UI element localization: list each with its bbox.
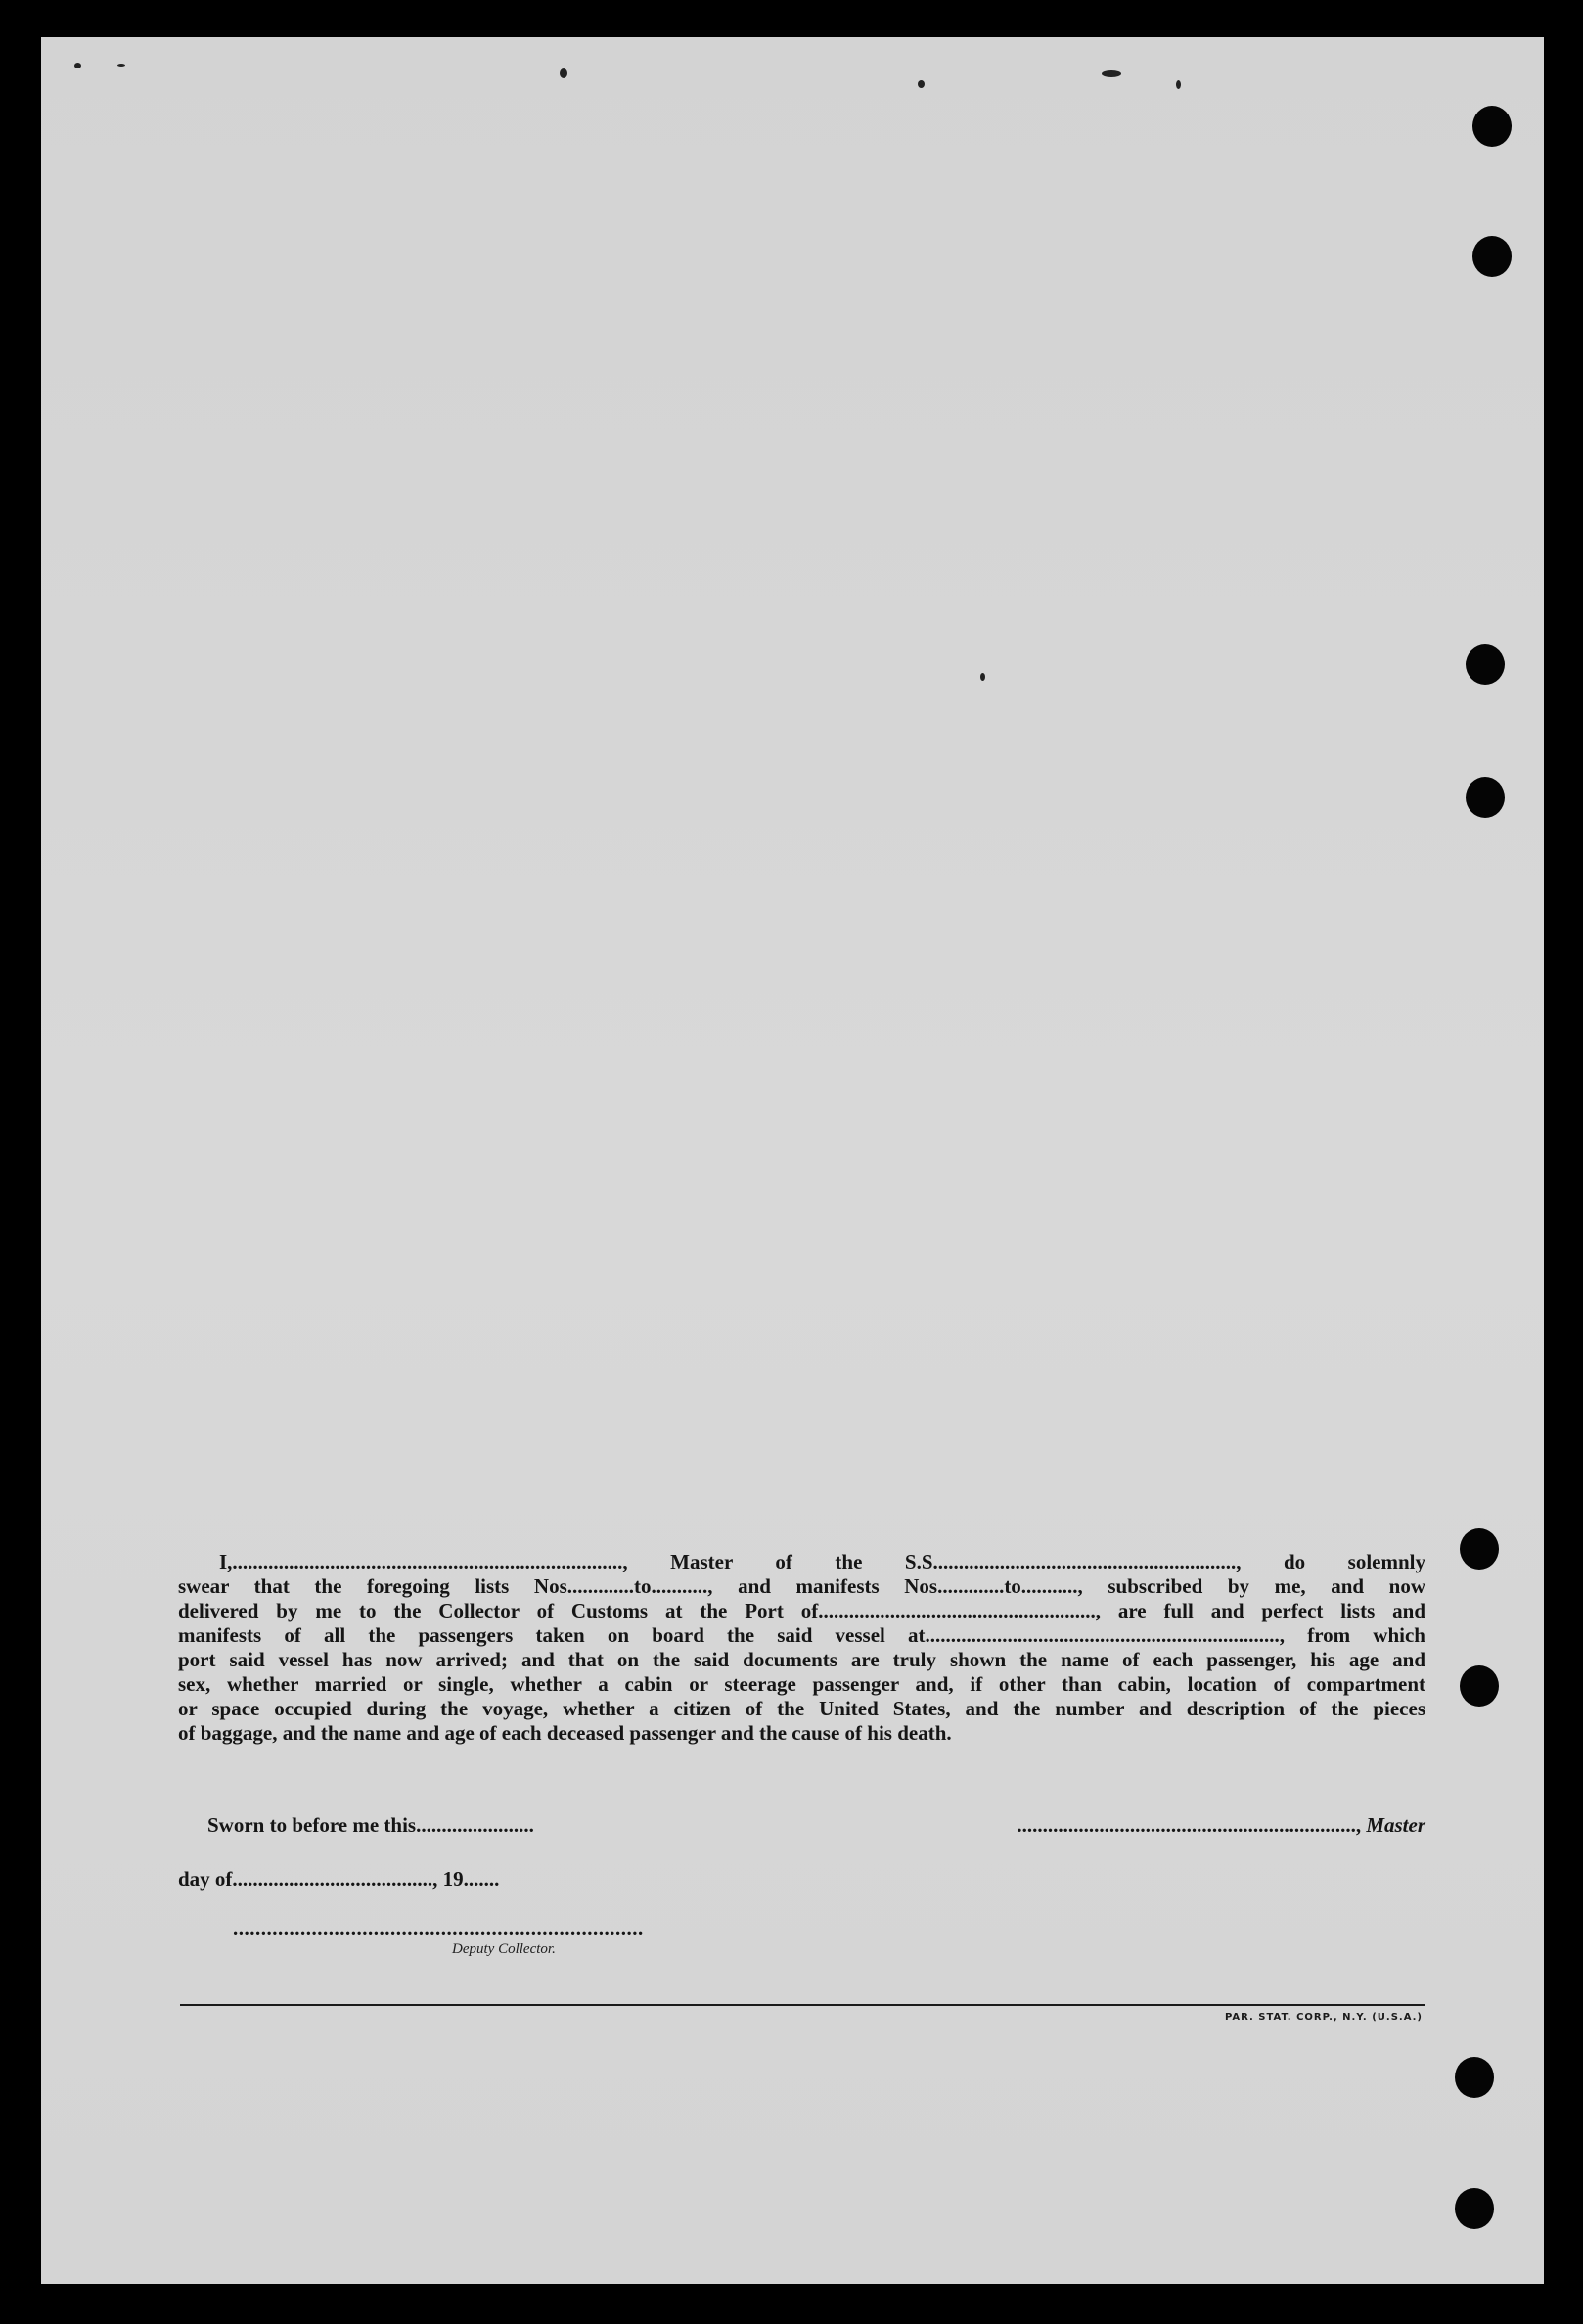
printer-imprint: PAR. STAT. CORP., N.Y. (U.S.A.) [1224,2012,1423,2023]
master-oath-paragraph [178,1550,1425,1746]
punch-hole [1466,644,1505,685]
margin-speck [980,673,985,681]
punch-hole [1455,2188,1494,2229]
margin-speck [117,64,125,67]
day-line: day of......................................., 19....... [178,1867,500,1891]
punch-hole [1472,106,1512,147]
margin-speck [74,63,81,68]
punch-hole [1460,1528,1499,1570]
oath-line: of baggage, and the name and age of each deceased passenger and the cause of his death. [178,1721,952,1745]
master-label: Master [1366,1813,1425,1837]
footer-rule [180,2004,1425,2006]
punch-hole [1472,236,1512,277]
oath-line: I,............................................................................, Master of the S.S..........................................................., do solemnly [219,1550,1425,1573]
deputy-collector-label: Deputy Collector. [452,1941,556,1957]
oath-line: delivered by me to the Collector of Customs at the Port of......................................................, are full and perfect lists and [178,1599,1425,1622]
oath-line: port said vessel has now arrived; and that on the said documents are truly shown the name of each passenger, his age and [178,1648,1425,1671]
document-page [41,37,1544,2284]
oath-line: sex, whether married or single, whether a cabin or steerage passenger and, if other than cabin, location of compartment [178,1672,1425,1696]
margin-speck [560,68,567,78]
margin-speck [918,80,925,88]
punch-hole [1460,1665,1499,1707]
oath-line: or space occupied during the voyage, whether a citizen of the United States, and the number and description of the pieces [178,1697,1425,1720]
margin-speck [1176,80,1181,89]
punch-hole [1466,777,1505,818]
oath-line: manifests of all the passengers taken on board the said vessel at....................................................................., from which [178,1623,1425,1647]
master-signature-line [1017,1813,1425,1838]
master-signature-dots: .................................................................., [1017,1813,1362,1837]
deputy-signature-dots: ......................................................................... [233,1916,644,1939]
margin-speck [1102,70,1121,77]
punch-hole [1455,2057,1494,2098]
sworn-line: Sworn to before me this....................... [207,1813,534,1837]
oath-line: swear that the foregoing lists Nos.............to..........., and manifests Nos.............to..........., subscribed by me, and now [178,1574,1425,1598]
